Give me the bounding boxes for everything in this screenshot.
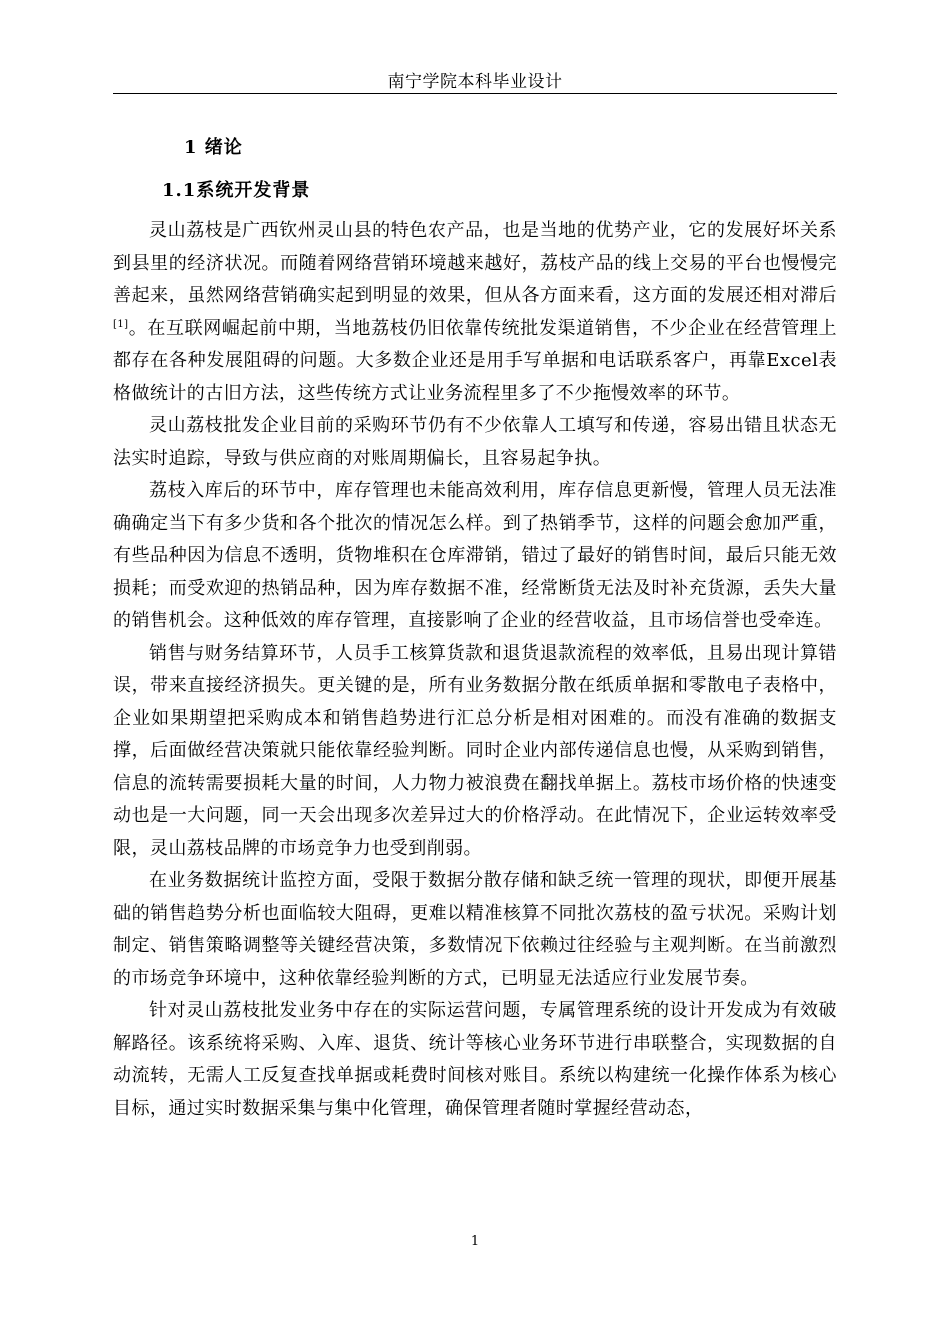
paragraph: 荔枝入库后的环节中，库存管理也未能高效利用，库存信息更新慢，管理人员无法准确确定当下有多少货和各个批次的情况怎么样。到了热销季节，这样的问题会愈加严重，有些品种因为信息不透明，货物堆积在仓库滞销，错过了最好的销售时间，最后只能无效损耗；而受欢迎的热销品种，因为库存数据不准，经常断货无法及时补充货源，丢失大量的销售机会。这种低效的库存管理，直接影响了企业的经营收益，且市场信誉也受牵连。 (113, 480, 837, 631)
paragraph: 在业务数据统计监控方面，受限于数据分散存储和缺乏统一管理的现状，即便开展基础的销售趋势分析也面临较大阻碍，更难以精准核算不同批次荔枝的盈亏状况。采购计划制定、销售策略调整等关键经营决策，多数情况下依赖过往经验与主观判断。在当前激烈的市场竞争环境中，这种依靠经验判断的方式，已明显无法适应行业发展节奏。 (113, 870, 837, 989)
paragraph: 销售与财务结算环节，人员手工核算货款和退货退款流程的效率低，且易出现计算错误，带来直接经济损失。更关键的是，所有业务数据分散在纸质单据和零散电子表格中，企业如果期望把采购成本和销售趋势进行汇总分析是相对困难的。而没有准确的数据支撑，后面做经营决策就只能依靠经验判断。同时企业内部传递信息也慢，从采购到销售，信息的流转需要损耗大量的时间，人力物力被浪费在翻找单据上。荔枝市场价格的快速变动也是一大问题，同一天会出现多次差异过大的价格浮动。在此情况下，企业运转效率受限，灵山荔枝品牌的市场竞争力也受到削弱。 (113, 642, 837, 859)
paragraph: 灵山荔枝批发企业目前的采购环节仍有不少依靠人工填写和传递，容易出错且状态无法实时追踪，导致与供应商的对账周期偏长，且容易起争执。 (113, 415, 837, 469)
page-header-title: 南宁学院本科毕业设计 (387, 72, 563, 92)
chapter-heading: 1 绪论 (184, 137, 243, 158)
page-number: 1 (470, 1234, 480, 1249)
paragraph-text: 灵山荔枝是广西钦州灵山县的特色农产品，也是当地的优势产业，它的发展好坏关系到县里的经济状况。而随着网络营销环境越来越好，荔枝产品的线上交易的平台也慢慢完善起来，虽然网络营销确实起到明显的效果，但从各方面来看，这方面的发展还相对滞后 (113, 220, 837, 306)
section-heading: 1.1系统开发背景 (162, 180, 311, 201)
paragraph (113, 215, 837, 410)
paragraph-text: 。在互联网崛起前中期，当地荔枝仍旧依靠传统批发渠道销售，不少企业在经营管理上都存在各种发展阻碍的问题。大多数企业还是用手写单据和电话联系客户，再靠Excel表格做统计的古旧方法，这些传统方式让业务流程里多了不少拖慢效率的环节。 (113, 317, 837, 404)
body-text (113, 215, 837, 1125)
header-divider (113, 93, 837, 94)
paragraph: 针对灵山荔枝批发业务中存在的实际运营问题，专属管理系统的设计开发成为有效破解路径。该系统将采购、入库、退货、统计等核心业务环节进行串联整合，实现数据的自动流转，无需人工反复查找单据或耗费时间核对账目。系统以构建统一化操作体系为核心目标，通过实时数据采集与集中化管理，确保管理者随时掌握经营动态， (113, 1000, 837, 1119)
citation-marker: [1] (113, 318, 129, 330)
